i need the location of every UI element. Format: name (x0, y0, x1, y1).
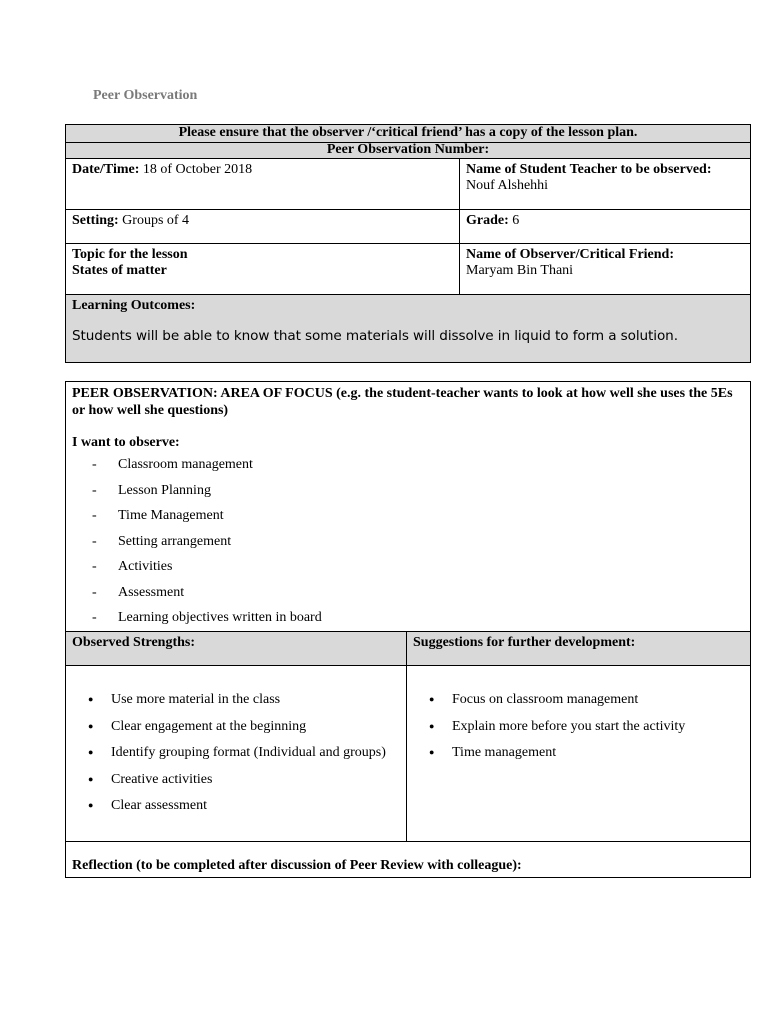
area-of-focus-cell (66, 382, 751, 632)
setting-label: Setting: (72, 213, 119, 228)
grade-value: 6 (512, 213, 520, 228)
observed-strengths-label: Observed Strengths: (66, 632, 407, 666)
strengths-list (72, 687, 400, 819)
list-item: - Classroom management (72, 455, 744, 481)
observer-value: Maryam Bin Thani (466, 263, 574, 278)
strengths-cell (66, 666, 407, 842)
area-of-focus-heading: PEER OBSERVATION: AREA OF FOCUS (e.g. the student-teacher wants to look at how well she uses the 5Es or how well she questions) (72, 386, 733, 418)
focus-list (72, 455, 744, 628)
copy-notice: Please ensure that the observer /‘critical friend’ has a copy of the lesson plan. (66, 125, 751, 143)
grade-cell (460, 210, 751, 244)
list-item: - Lesson Planning (72, 481, 744, 507)
date-label: Date/Time: (72, 162, 140, 177)
date-value: 18 of October 2018 (142, 162, 253, 177)
student-teacher-label: Name of Student Teacher to be observed: (466, 162, 712, 177)
topic-cell (66, 244, 460, 295)
reflection-cell: Reflection (to be completed after discussion of Peer Review with colleague): (66, 842, 751, 878)
date-cell (66, 159, 460, 210)
document-title: Peer Observation (93, 88, 198, 103)
list-item: ● Explain more before you start the activity (413, 714, 744, 740)
list-item: ● Identify grouping format (Individual and groups) (72, 740, 400, 766)
list-item: ● Focus on classroom management (413, 687, 744, 713)
learning-outcomes-cell (66, 295, 751, 363)
list-item: ● Creative activities (72, 767, 400, 793)
topic-value: States of matter (72, 263, 167, 278)
list-item: ● Clear assessment (72, 793, 400, 819)
list-item: - Learning objectives written in board (72, 608, 744, 628)
grade-label: Grade: (466, 213, 509, 228)
want-to-observe-label: I want to observe: (72, 435, 180, 450)
student-teacher-value: Nouf Alshehhi (466, 178, 549, 193)
suggestions-cell (407, 666, 751, 842)
list-item: - Setting arrangement (72, 532, 744, 558)
observation-number-label: Peer Observation Number: (66, 143, 751, 159)
list-item: ● Clear engagement at the beginning (72, 714, 400, 740)
learning-outcomes-label: Learning Outcomes: (72, 298, 196, 313)
observer-cell (460, 244, 751, 295)
suggestions-label: Suggestions for further development: (407, 632, 751, 666)
student-teacher-cell (460, 159, 751, 210)
setting-value: Groups of 4 (122, 213, 190, 228)
suggestions-list (413, 687, 744, 766)
observer-label: Name of Observer/Critical Friend: (466, 247, 674, 262)
list-item: ● Use more material in the class (72, 687, 400, 713)
learning-outcomes-value: Students will be able to know that some materials will dissolve in liquid to form a solution. (72, 328, 678, 344)
list-item: ● Time management (413, 740, 744, 766)
setting-cell (66, 210, 460, 244)
list-item: - Time Management (72, 506, 744, 532)
lesson-info-table (65, 124, 751, 363)
list-item: - Activities (72, 557, 744, 583)
observation-focus-table (65, 381, 751, 878)
list-item: - Assessment (72, 583, 744, 609)
topic-label: Topic for the lesson (72, 247, 188, 262)
